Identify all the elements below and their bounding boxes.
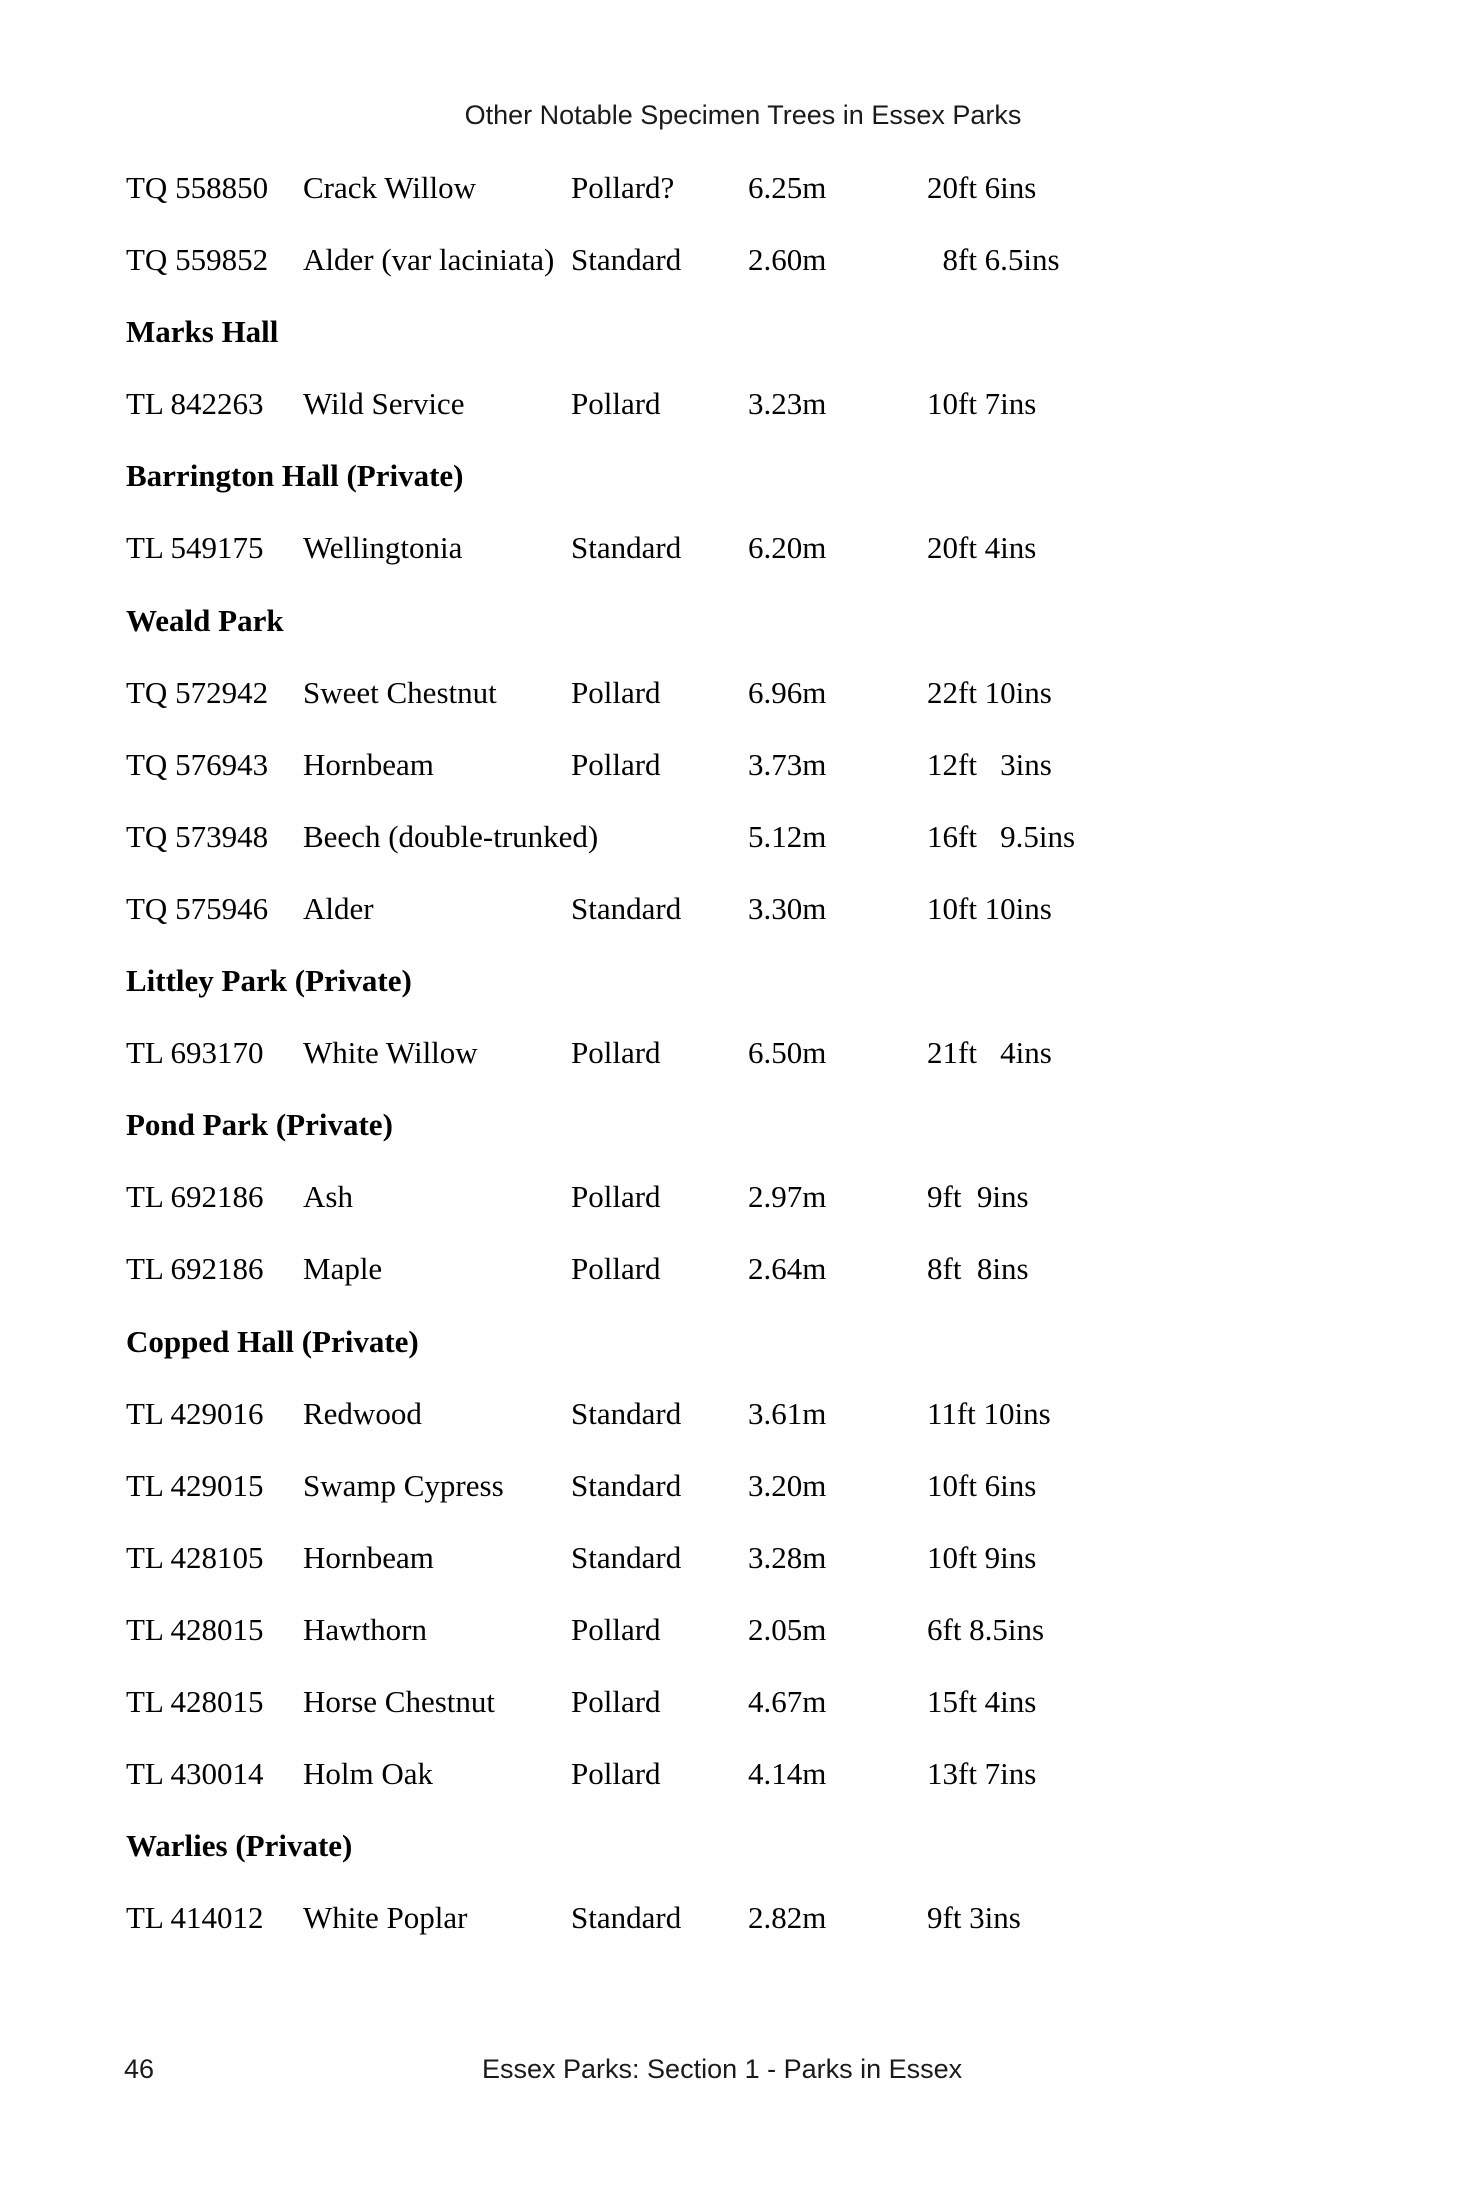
girth-metric: 5.12m [748,818,827,854]
grid-reference: TL 693170 [126,1035,264,1071]
girth-imperial: 20ft 4ins [927,530,1037,566]
girth-metric: 3.30m [748,890,827,926]
girth-imperial: 12ft 3ins [927,746,1052,782]
tree-form: Standard [571,890,682,926]
tree-row [126,1249,1386,1321]
grid-reference: TL 549175 [126,530,264,566]
park-heading: Littley Park (Private) [126,963,412,999]
tree-row [126,528,1386,600]
tree-form: Pollard? [571,170,675,205]
tree-row [126,240,1386,312]
tree-species: Hornbeam [303,746,434,782]
girth-metric: 6.96m [748,674,827,710]
girth-imperial: 20ft 6ins [927,170,1037,205]
tree-form: Pollard [571,674,661,710]
tree-form: Pollard [571,1756,661,1792]
grid-reference: TQ 558850 [126,170,269,205]
park-heading-row [126,312,1386,384]
girth-imperial: 10ft 7ins [927,386,1037,422]
girth-imperial: 10ft 10ins [927,890,1052,926]
tree-row [126,1754,1386,1826]
girth-imperial: 9ft 3ins [927,1900,1021,1936]
grid-reference: TQ 576943 [126,746,269,782]
grid-reference: TQ 559852 [126,242,269,278]
tree-form: Pollard [571,1683,661,1719]
tree-species: Hawthorn [303,1611,427,1647]
grid-reference: TL 842263 [126,386,264,422]
girth-metric: 4.14m [748,1756,827,1792]
girth-imperial: 8ft 6.5ins [927,242,1060,278]
tree-form: Standard [571,1539,682,1575]
girth-imperial: 15ft 4ins [927,1683,1037,1719]
park-heading-row [126,1826,1386,1898]
tree-row [126,1033,1386,1105]
girth-metric: 3.20m [748,1467,827,1503]
tree-form: Pollard [571,1179,661,1215]
tree-row [126,1538,1386,1610]
tree-species: Alder [303,890,374,926]
grid-reference: TL 428105 [126,1539,264,1575]
tree-species: Ash [303,1179,353,1215]
tree-species: White Willow [303,1035,478,1071]
tree-row [126,384,1386,456]
page-running-title: Other Notable Specimen Trees in Essex Parks [464,100,1022,130]
tree-row [126,1898,1386,1970]
tree-species: White Poplar [303,1900,468,1936]
tree-species: Sweet Chestnut [303,674,497,710]
park-heading: Warlies (Private) [126,1828,353,1864]
grid-reference: TL 430014 [126,1756,264,1792]
girth-metric: 6.50m [748,1035,827,1071]
park-heading: Marks Hall [126,314,279,350]
park-heading: Pond Park (Private) [126,1107,393,1143]
grid-reference: TQ 572942 [126,674,269,710]
tree-row [126,1466,1386,1538]
tree-row [126,1177,1386,1249]
girth-imperial: 10ft 6ins [927,1467,1037,1503]
page-number: 46 [124,2054,155,2084]
tree-species: Holm Oak [303,1756,434,1792]
grid-reference: TL 428015 [126,1611,264,1647]
tree-species: Beech (double-trunked) [303,818,599,854]
girth-metric: 6.25m [748,170,827,205]
tree-form: Standard [571,242,682,278]
girth-metric: 2.64m [748,1251,827,1287]
tree-row [126,1610,1386,1682]
tree-species: Hornbeam [303,1539,434,1575]
tree-form: Standard [571,1900,682,1936]
tree-species: Alder (var laciniata) [303,242,555,278]
park-heading-row [126,961,1386,1033]
tree-row [126,817,1386,889]
grid-reference: TL 429016 [126,1395,264,1431]
tree-form: Pollard [571,746,661,782]
park-heading: Barrington Hall (Private) [126,458,464,494]
tree-species: Wild Service [303,386,465,422]
girth-metric: 6.20m [748,530,827,566]
girth-imperial: 6ft 8.5ins [927,1611,1045,1647]
grid-reference: TL 692186 [126,1179,264,1215]
girth-metric: 3.23m [748,386,827,422]
tree-row [126,168,1386,240]
tree-species: Maple [303,1251,383,1287]
park-heading: Copped Hall (Private) [126,1323,419,1359]
tree-form: Standard [571,530,682,566]
girth-imperial: 10ft 9ins [927,1539,1037,1575]
girth-metric: 3.28m [748,1539,827,1575]
tree-row [126,1682,1386,1754]
tree-species: Horse Chestnut [303,1683,496,1719]
tree-form: Pollard [571,386,661,422]
grid-reference: TL 692186 [126,1251,264,1287]
grid-reference: TQ 575946 [126,890,269,926]
girth-imperial: 8ft 8ins [927,1251,1029,1287]
park-heading-row [126,1105,1386,1177]
girth-imperial: 22ft 10ins [927,674,1052,710]
tree-form: Standard [571,1395,682,1431]
girth-metric: 3.61m [748,1395,827,1431]
park-heading-row [126,456,1386,528]
girth-imperial: 16ft 9.5ins [927,818,1076,854]
girth-metric: 4.67m [748,1683,827,1719]
grid-reference: TQ 573948 [126,818,269,854]
tree-form: Standard [571,1467,682,1503]
tree-species: Redwood [303,1395,422,1431]
grid-reference: TL 428015 [126,1683,264,1719]
tree-form: Pollard [571,1035,661,1071]
tree-species: Swamp Cypress [303,1467,504,1503]
tree-species: Wellingtonia [303,530,463,566]
grid-reference: TL 429015 [126,1467,264,1503]
tree-form: Pollard [571,1611,661,1647]
girth-metric: 2.05m [748,1611,827,1647]
tree-row [126,673,1386,745]
page-running-footer: Essex Parks: Section 1 - Parks in Essex [482,2054,963,2084]
park-heading-row [126,1322,1386,1394]
specimen-tree-list [126,168,1386,1970]
tree-form: Pollard [571,1251,661,1287]
girth-metric: 2.60m [748,242,827,278]
grid-reference: TL 414012 [126,1900,264,1936]
girth-imperial: 13ft 7ins [927,1756,1037,1792]
girth-metric: 2.97m [748,1179,827,1215]
girth-imperial: 11ft 10ins [927,1395,1051,1431]
tree-species: Crack Willow [303,170,476,205]
tree-row [126,1394,1386,1466]
park-heading: Weald Park [126,602,284,638]
girth-imperial: 9ft 9ins [927,1179,1029,1215]
tree-row [126,889,1386,961]
girth-metric: 3.73m [748,746,827,782]
park-heading-row [126,601,1386,673]
tree-row [126,745,1386,817]
girth-imperial: 21ft 4ins [927,1035,1052,1071]
girth-metric: 2.82m [748,1900,827,1936]
